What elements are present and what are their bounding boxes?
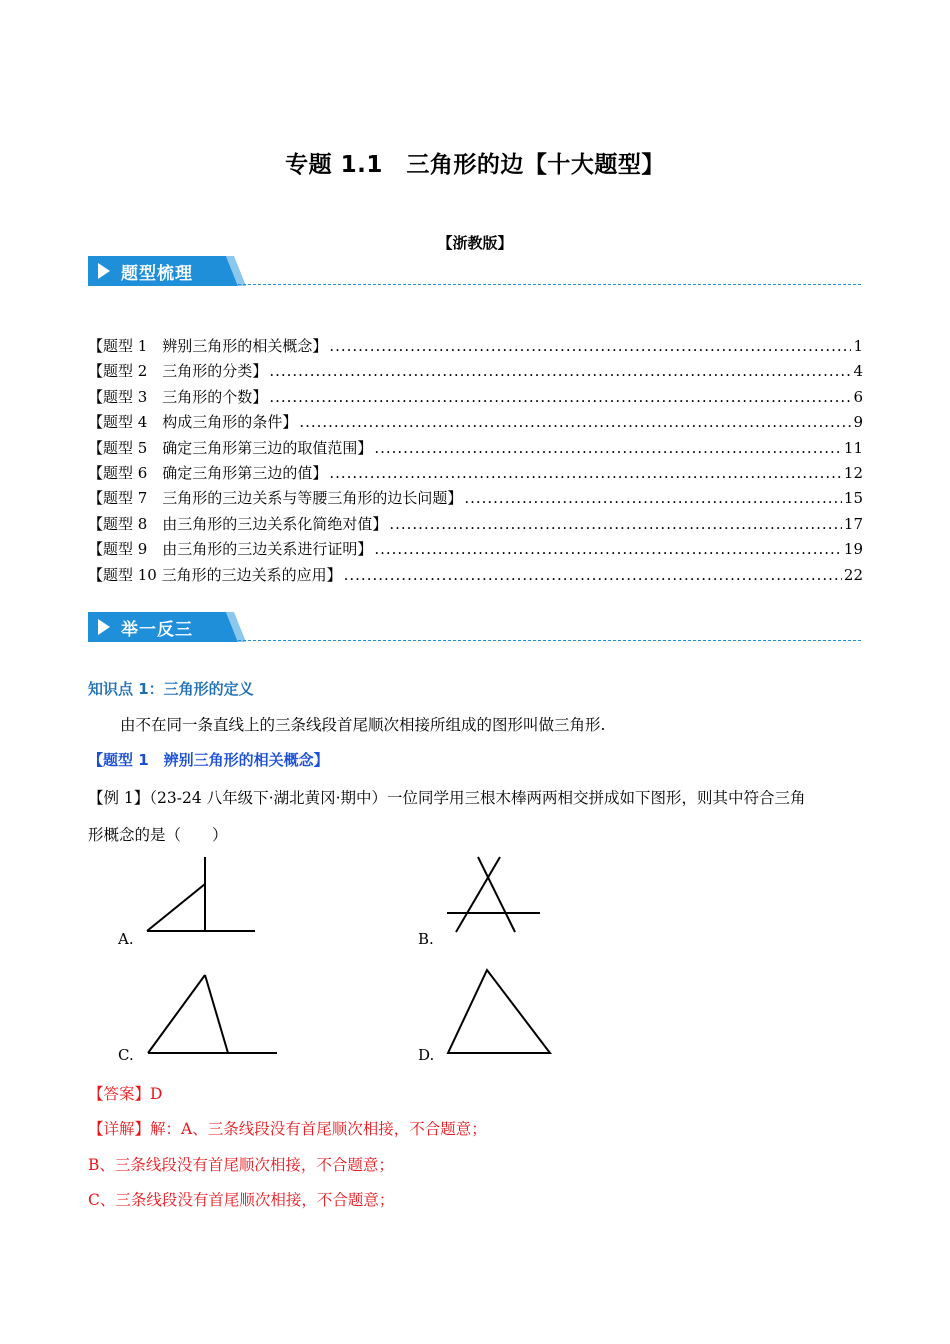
detail-line-3: C、三条线段没有首尾顺次相接，不合题意； [88, 1191, 395, 1209]
toc-item[interactable] [88, 334, 863, 359]
toc-item-label: 【题型 2 三角形的分类】 [88, 362, 268, 381]
knowledge-text: 由不在同一条直线上的三条线段首尾顺次相接所组成的图形叫做三角形. [120, 716, 606, 734]
toc-item[interactable] [88, 537, 863, 562]
figure-a [147, 857, 255, 931]
banner-label: 题型梳理 [121, 264, 193, 284]
toc-item-label: 【题型 7 三角形的三边关系与等腰三角形的边长问题】 [88, 489, 463, 508]
section-banner-overview [88, 256, 863, 286]
knowledge-heading: 知识点 1：三角形的定义 [88, 680, 254, 698]
choice-b-label[interactable]: B. [418, 930, 434, 948]
toc-leader-dots [344, 563, 842, 588]
toc-leader-dots [374, 537, 842, 562]
toc-item-label: 【题型 5 确定三角形第三边的取值范围】 [88, 438, 373, 457]
toc-leader-dots [464, 486, 842, 511]
toc-leader-dots [389, 512, 842, 537]
banner-shape [88, 612, 863, 642]
toc-item-label: 【题型 3 三角形的个数】 [88, 387, 268, 406]
figure-b [447, 857, 540, 932]
toc-item-page: 1 [853, 337, 863, 355]
edition-label: 【浙教版】 [437, 234, 513, 252]
toc-item[interactable] [88, 436, 863, 461]
toc-item-page: 9 [853, 413, 863, 432]
toc-leader-dots [374, 436, 842, 461]
toc-item[interactable] [88, 385, 863, 410]
choice-figures [0, 850, 950, 1070]
toc-item-page: 4 [853, 362, 863, 381]
choice-d-label[interactable]: D. [418, 1046, 435, 1064]
toc-item-page: 17 [843, 514, 863, 533]
answer: 【答案】D [88, 1085, 163, 1103]
toc-item-page: 19 [843, 540, 863, 559]
example-line-2: 形概念的是（ ） [88, 826, 228, 844]
toc-item[interactable] [88, 486, 863, 511]
toc-item[interactable] [88, 359, 863, 384]
toc-item-page: 15 [843, 489, 863, 508]
toc-item-label: 【题型 6 确定三角形第三边的值】 [88, 463, 328, 482]
toc-item-page: 11 [843, 438, 863, 457]
section-banner-examples [88, 612, 863, 642]
choice-a-label[interactable]: A. [118, 930, 134, 948]
table-of-contents [88, 334, 863, 588]
toc-item-label: 【题型 9 由三角形的三边关系进行证明】 [88, 540, 373, 559]
toc-leader-dots [269, 359, 851, 384]
toc-item-page: 22 [843, 565, 863, 584]
toc-item-label: 【题型 1 辨别三角形的相关概念】 [88, 337, 328, 355]
figures-svg [0, 850, 950, 1070]
toc-item-label: 【题型 8 由三角形的三边关系化简绝对值】 [88, 514, 388, 533]
toc-item[interactable] [88, 512, 863, 537]
toc-leader-dots [269, 385, 851, 410]
page-title: 专题 1.1 三角形的边【十大题型】 [285, 152, 665, 178]
choice-c-label[interactable]: C. [118, 1046, 134, 1064]
toc-leader-dots [299, 410, 851, 435]
toc-item[interactable] [88, 461, 863, 486]
banner-label: 举一反三 [121, 620, 193, 640]
toc-item[interactable] [88, 563, 863, 588]
toc-leader-dots [329, 461, 842, 486]
toc-item-page: 12 [843, 463, 863, 482]
toc-leader-dots [329, 334, 851, 359]
figure-d [448, 970, 550, 1053]
detail-line-1: 【详解】解：A、三条线段没有首尾顺次相接，不合题意； [88, 1120, 487, 1138]
toc-item-label: 【题型 4 构成三角形的条件】 [88, 413, 298, 432]
toc-item-page: 6 [853, 387, 863, 406]
detail-line-2: B、三条线段没有首尾顺次相接，不合题意； [88, 1156, 394, 1174]
banner-shape [88, 256, 863, 286]
toc-item[interactable] [88, 410, 863, 435]
toc-item-label: 【题型 10 三角形的三边关系的应用】 [88, 565, 342, 584]
figure-c [148, 975, 277, 1053]
example-line-1: 【例 1】（23-24 八年级下·湖北黄冈·期中）一位同学用三根木棒两两相交拼成如下图形，则其中符合三角 [88, 789, 806, 807]
type-heading: 【题型 1 辨别三角形的相关概念】 [88, 751, 329, 769]
